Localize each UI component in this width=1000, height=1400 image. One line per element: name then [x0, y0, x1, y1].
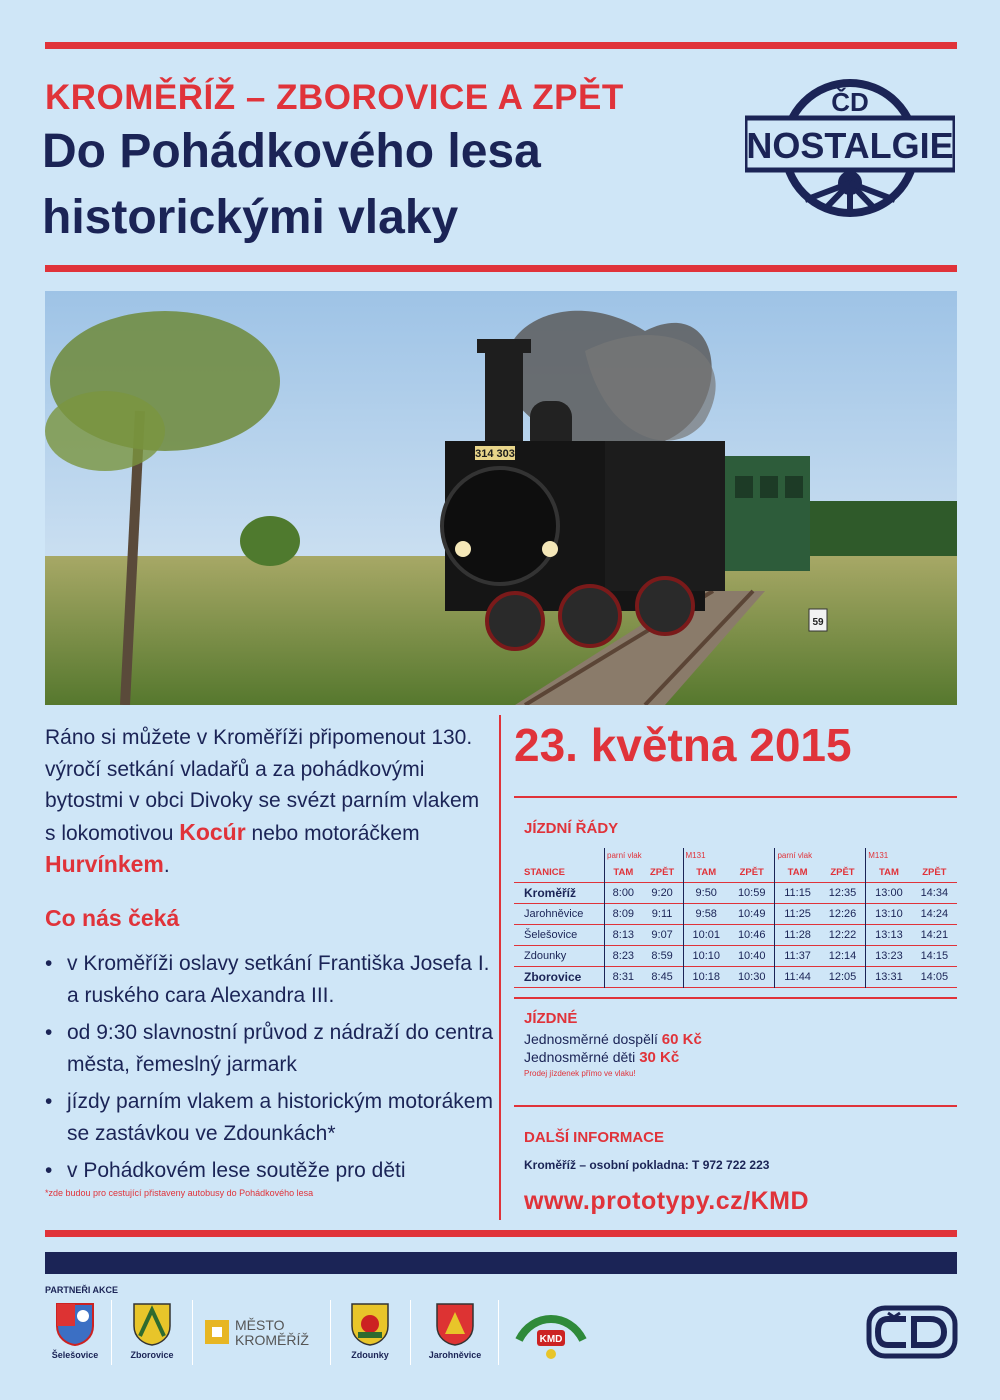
jarohnevice-coat-of-arms-icon — [435, 1302, 475, 1346]
partner-separator — [498, 1300, 499, 1365]
time-cell: 9:11 — [651, 908, 673, 920]
partner-jarohnevice — [420, 1302, 490, 1360]
title-line-1: Do Pohádkového lesa — [42, 125, 541, 178]
child-fare-price: 30 Kč — [639, 1049, 680, 1066]
time-cell: 10:18 — [683, 967, 729, 988]
event-date: 23. května 2015 — [514, 719, 852, 771]
selesovice-coat-of-arms-icon — [55, 1302, 95, 1346]
group-label: parní vlak — [605, 848, 684, 862]
time-cell: 10:49 — [737, 908, 766, 920]
locomotive-number: 314 303 — [475, 448, 515, 460]
station-name: Zborovice — [524, 970, 582, 984]
time-cell: 8:23 — [605, 946, 642, 967]
kromeriz-logo-icon — [205, 1320, 229, 1344]
partner-name-line-1: MĚSTO — [235, 1317, 285, 1333]
time-cell: 13:31 — [866, 967, 912, 988]
list-item: • v Kroměříži oslavy setkání Františka Josefa I. a ruského cara Alexandra III. — [45, 948, 495, 1011]
partner-name-line-2: KROMĚŘÍŽ — [235, 1332, 309, 1348]
group-label: M131 — [866, 848, 957, 862]
partner-separator — [111, 1300, 112, 1365]
timetable — [514, 848, 957, 988]
footer-navy-band — [45, 1252, 957, 1274]
list-item: • jízdy parním vlakem a historickým motorákem se zastávkou ve Zdounkách* — [45, 1086, 495, 1149]
station-name: Jarohněvice — [524, 908, 584, 920]
time-cell: 9:50 — [683, 883, 729, 904]
child-fare — [524, 1049, 679, 1066]
time-cell: 14:34 — [920, 887, 949, 899]
station-name: Šelešovice — [524, 929, 578, 941]
column-header-back: ZPĚT — [649, 866, 675, 878]
column-header-there: TAM — [866, 862, 912, 883]
list-item: • od 9:30 slavnostní průvod z nádraží do centra města, řemeslný jarmark — [45, 1017, 495, 1080]
partner-zdounky — [340, 1302, 400, 1360]
time-cell: 12:22 — [828, 929, 857, 941]
table-row — [514, 967, 957, 988]
time-cell: 11:37 — [775, 946, 820, 967]
time-cell: 8:45 — [651, 971, 673, 983]
cd-nostalgie-logo — [745, 75, 955, 220]
empty-cell — [514, 848, 605, 862]
logo-cd-text: ČD — [831, 87, 869, 117]
table-row — [514, 925, 957, 946]
time-cell: 12:05 — [828, 971, 857, 983]
child-fare-label: Jednosměrné děti — [524, 1049, 640, 1065]
partner-name: Jarohněvice — [428, 1350, 482, 1360]
time-cell: 12:35 — [828, 887, 857, 899]
time-cell: 13:10 — [866, 904, 912, 925]
time-cell: 8:13 — [605, 925, 642, 946]
partner-name: Šelešovice — [51, 1350, 99, 1360]
time-cell: 12:14 — [828, 950, 857, 962]
table-row — [514, 946, 957, 967]
ticket-note: Prodej jízdenek přímo ve vlaku! — [524, 1069, 636, 1078]
kmd-club-logo-icon — [513, 1310, 589, 1360]
column-header-back: ZPĚT — [739, 866, 764, 878]
partner-selesovice — [45, 1302, 105, 1360]
cd-logo-icon — [866, 1305, 958, 1359]
top-red-rule — [45, 42, 957, 49]
time-cell: 11:44 — [775, 967, 820, 988]
time-cell: 10:40 — [737, 950, 766, 962]
station-name: Kroměříž — [524, 886, 577, 900]
zdounky-coat-of-arms-icon — [350, 1302, 390, 1346]
column-divider — [499, 715, 501, 1220]
fares-heading: JÍZDNÉ — [524, 1010, 578, 1027]
route-heading: KROMĚŘÍŽ – ZBOROVICE A ZPĚT — [45, 78, 624, 117]
table-row — [514, 883, 957, 904]
adult-fare — [524, 1031, 702, 1048]
partner-name: Zborovice — [130, 1350, 174, 1360]
time-cell: 10:01 — [683, 925, 729, 946]
intro-text-2: nebo motoráčkem — [245, 821, 420, 845]
ticket-office-phone: Kroměříž – osobní pokladna: T 972 722 223 — [524, 1158, 770, 1172]
divider-line — [514, 997, 957, 999]
station-name: Zdounky — [524, 950, 567, 962]
time-cell: 14:05 — [920, 971, 949, 983]
partner-zborovice — [122, 1302, 182, 1360]
website-link[interactable]: www.prototypy.cz/KMD — [524, 1187, 809, 1215]
railcar-name-hurvinek: Hurvínkem — [45, 851, 164, 877]
intro-paragraph — [45, 722, 495, 882]
locomotive-name-kocur: Kocúr — [179, 818, 246, 845]
km-post-number: 59 — [812, 617, 824, 628]
title-line-2: historickými vlaky — [42, 191, 459, 244]
header-bottom-rule — [45, 265, 957, 272]
time-cell: 11:28 — [775, 925, 820, 946]
intro-text-3: . — [163, 854, 170, 877]
time-cell: 10:30 — [737, 971, 766, 983]
intro-text-1: Ráno si můžete v Kroměříži připomenout 130. výročí setkání vladařů a za pohádkovými bytostmi v obci Divoky se svézt parním vlakem s lokomotivou — [45, 726, 480, 845]
time-cell: 10:10 — [683, 946, 729, 967]
timetable-heading: JÍZDNÍ ŘÁDY — [524, 820, 619, 837]
partner-separator — [192, 1300, 193, 1365]
programme-footnote: *zde budou pro cestující přistaveny autobusy do Pohádkového lesa — [45, 1188, 314, 1198]
partner-separator — [410, 1300, 411, 1365]
time-cell: 11:25 — [775, 904, 820, 925]
zborovice-coat-of-arms-icon — [132, 1302, 172, 1346]
time-cell: 8:59 — [651, 950, 673, 962]
time-cell: 8:09 — [605, 904, 642, 925]
footer-red-rule — [45, 1230, 957, 1237]
column-header-there: TAM — [605, 862, 642, 883]
time-cell: 13:13 — [866, 925, 912, 946]
time-cell: 14:24 — [920, 908, 949, 920]
adult-fare-price: 60 Kč — [661, 1031, 702, 1048]
partner-mesto-kromeriz — [205, 1318, 320, 1348]
partner-separator — [330, 1300, 331, 1365]
column-header-there: TAM — [683, 862, 729, 883]
column-header-back: ZPĚT — [922, 866, 947, 878]
time-cell: 12:26 — [828, 908, 857, 920]
partners-heading: PARTNEŘI AKCE — [45, 1285, 119, 1295]
time-cell: 11:15 — [775, 883, 820, 904]
time-cell: 9:58 — [683, 904, 729, 925]
time-cell: 10:59 — [737, 887, 766, 899]
time-cell: 9:07 — [651, 929, 673, 941]
logo-nostalgie-text: NOSTALGIE — [746, 125, 954, 166]
kmd-logo-text: KMD — [539, 1334, 563, 1345]
time-cell: 8:00 — [605, 883, 642, 904]
list-item: • v Pohádkovém lese soutěže pro děti — [45, 1155, 495, 1187]
time-cell: 14:15 — [920, 950, 949, 962]
divider-line — [514, 1105, 957, 1107]
group-label: parní vlak — [775, 848, 866, 862]
time-cell: 8:31 — [605, 967, 642, 988]
partner-name: Zdounky — [351, 1350, 389, 1360]
time-cell: 13:23 — [866, 946, 912, 967]
programme-list — [45, 948, 495, 1193]
time-cell: 9:20 — [651, 887, 673, 899]
column-header-there: TAM — [775, 862, 820, 883]
steam-locomotive-photo — [45, 291, 957, 705]
time-cell: 10:46 — [737, 929, 766, 941]
divider-line — [514, 796, 957, 798]
adult-fare-label: Jednosměrné dospělí — [524, 1031, 662, 1047]
table-row — [514, 904, 957, 925]
partner-kmd — [512, 1310, 590, 1364]
info-heading: DALŠÍ INFORMACE — [524, 1129, 664, 1146]
column-header-back: ZPĚT — [830, 866, 855, 878]
programme-heading: Co nás čeká — [45, 905, 180, 931]
column-header-station: STANICE — [524, 866, 565, 878]
time-cell: 13:00 — [866, 883, 912, 904]
time-cell: 14:21 — [920, 929, 949, 941]
group-label: M131 — [683, 848, 775, 862]
